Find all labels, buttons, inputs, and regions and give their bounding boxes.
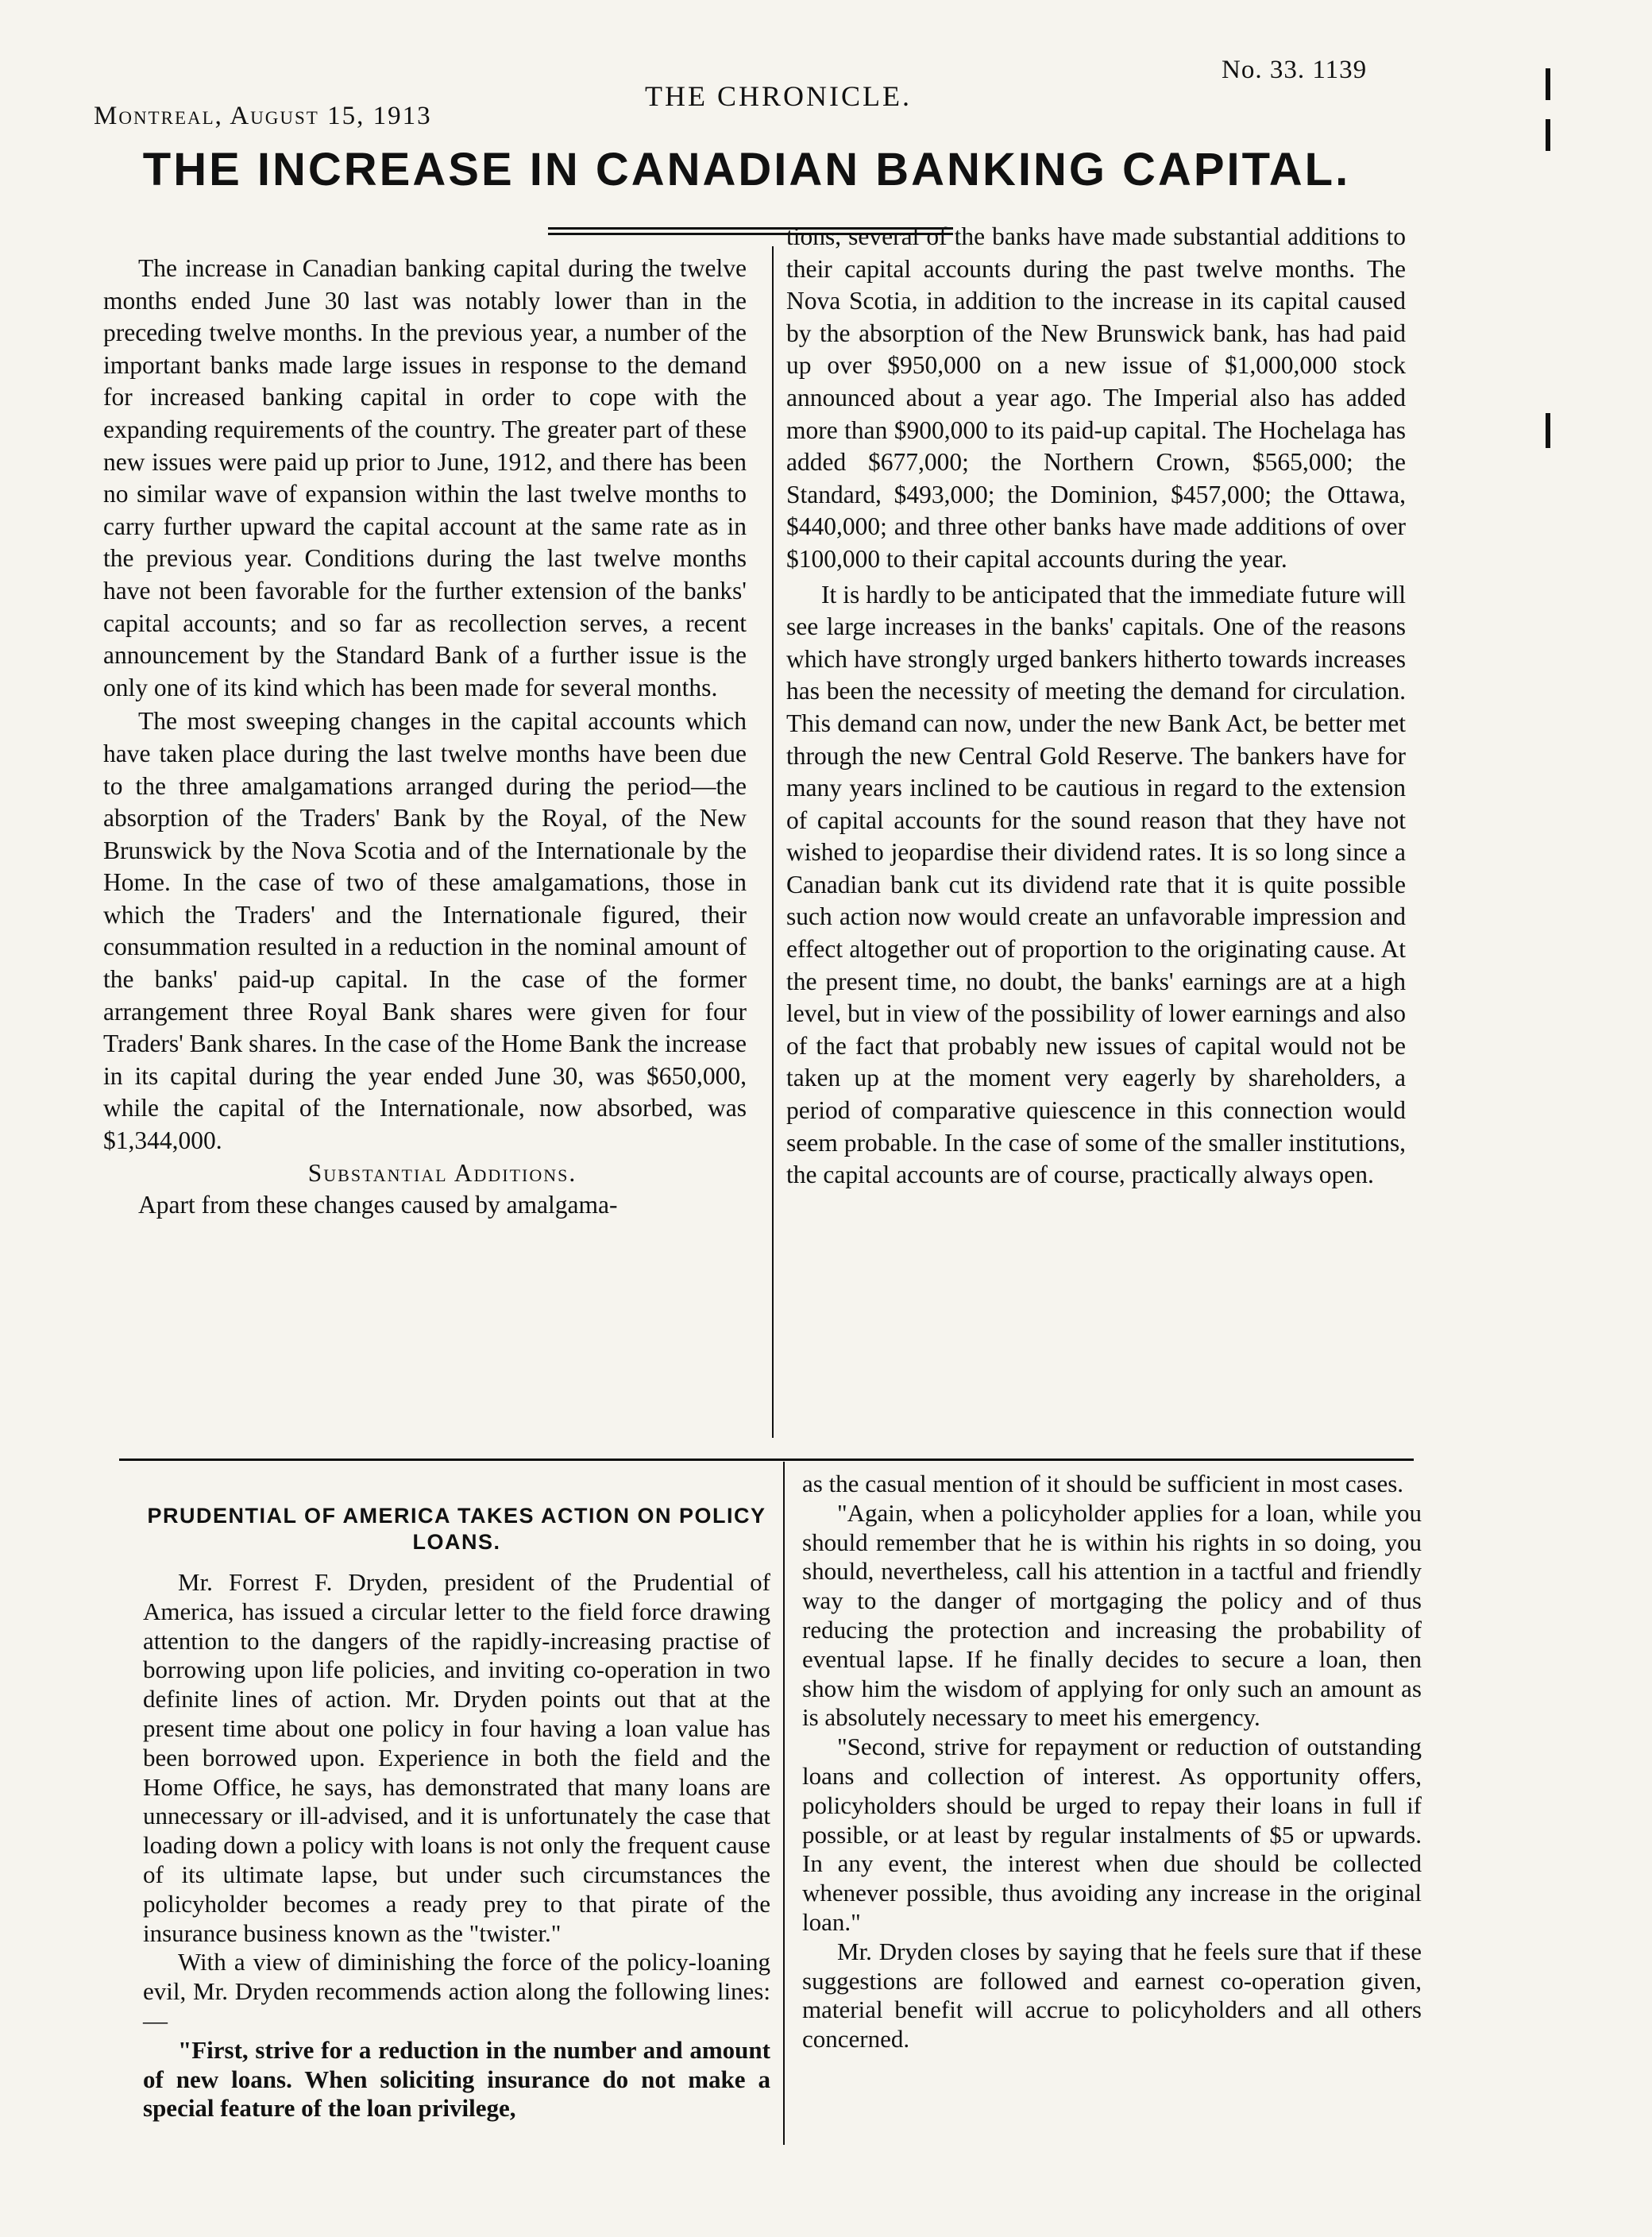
paragraph: Mr. Forrest F. Dryden, president of the Prudential of America, has issued a circular letter to the field force drawing attention to the dangers of the rapidly-increasing practise of borrowing upon life policies, and inviting co-operation in two definite lines of action. Mr. Dryden points out that at the present time about one policy in four having a loan value has been borrowed upon. Experience in both the field and the Home Office, he says, has demonstrated that many loans are unnecessary or ill-advised, and it is unfortunately the case that loading down a policy with loans is not only the frequent cause of its ultimate lapse, but under such circumstances the policyholder becomes a ready prey to that pirate of the insurance business known as the "twister." [143,1568,770,1947]
column-divider [783,1462,785,2145]
subheading: Substantial Additions. [307,1158,577,1187]
paragraph: "Again, when a policyholder applies for a loan, while you should remember that he is within his rights in so doing, you should, nevertheless, call his attention in a tactful and friendly way to the danger of mortgaging the policy and of thus reducing the protection and increasing the probability of eventual lapse. If he finally decides to secure a loan, then show him the wisdom of applying for only such an amount as is absolutely necessary to meet his emergency. [802,1498,1422,1732]
paragraph: With a view of diminishing the force of the policy-loaning evil, Mr. Dryden recommends action along the following lines:— [143,1948,770,2034]
paragraph: "First, strive for a reduction in the number and amount of new loans. When soliciting insurance do not make a special feature of the loan privilege, [143,2035,770,2123]
article2-title: PRUDENTIAL OF AMERICA TAKES ACTION ON POLICY LOANS. [147,1504,766,1554]
article-left-column [103,253,747,1222]
margin-mark [1546,413,1550,448]
paragraph: tions, several of the banks have made substantial additions to their capital accounts during the past twelve months. The Nova Scotia, in addition to the increase in its capital caused by the absorption of the New Brunswick bank, has had paid up over $950,000 on a new issue of $1,000,000 stock announced about a year ago. The Imperial also has added more than $900,000 to its paid-up capital. The Hochelaga has added $677,000; the Northern Crown, $565,000; the Standard, $493,000; the Dominion, $457,000; the Ottawa, $440,000; and three other banks have made additions of over $100,000 to their capital accounts during the year. [786,222,1406,573]
margin-mark [1546,119,1550,151]
paragraph: It is hardly to be anticipated that the immediate future will see large increases in the banks' capitals. One of the reasons which have strongly urged bankers hitherto towards increases has been the necessity of meeting the demand for circulation. This demand can now, under the new Bank Act, be better met through the new Central Gold Reserve. The bankers have for many years inclined to be cautious in regard to the extension of capital accounts for the sound reason that they have not wished to jeopardise their dividend rates. It is so long since a Canadian bank cut its dividend rate that it is quite possible such action now would create an unfavorable impression and effect altogether out of proportion to the originating cause. At the present time, no doubt, the banks' earnings are at a high level, but in view of the possibility of lower earnings and also of the fact that probably new issues of capital would not be taken up at the moment very eagerly by shareholders, a period of comparative quiescence in this connection would seem probable. In the case of some of the smaller institutions, the capital accounts are of course, practically always open. [786,580,1406,1189]
article-headline: THE INCREASE IN CANADIAN BANKING CAPITAL. [142,144,1351,195]
column-divider [772,246,774,1438]
article-separator [119,1458,1414,1461]
issue-page-number: No. 33. 1139 [1222,56,1368,84]
article-right-column [786,221,1406,1192]
paragraph: The increase in Canadian banking capital during the twelve months ended June 30 last was notably lower than in the preceding twelve months. In the previous year, a number of the important banks made large issues in response to the demand for increased banking capital in order to cope with the expanding requirements of the country. The greater part of these new issues were paid up prior to June, 1912, and there has been no similar wave of expansion within the last twelve months to carry further upward the capital account at the same rate as in the previous year. Conditions during the last twelve months have not been favorable for the further extension of the banks' capital accounts; and so far as recollection serves, a recent announcement by the Standard Bank of a further issue is the only one of its kind which has been made for several months. [103,254,747,701]
publication-title: THE CHRONICLE. [645,80,912,112]
paragraph: The most sweeping changes in the capital accounts which have taken place during the last twelve months have been due to the three amalgamations arranged during the period—the absorption of the Traders' Bank by the Royal, of the New Brunswick by the Nova Scotia and of the Internationale by the Home. In the case of two of these amalgamations, those in which the Traders' and the Internationale figured, their consummation resulted in a reduction in the nominal amount of the banks' paid-up capital. In the case of the former arrangement three Royal Bank shares were given for four Traders' Bank shares. In the case of the Home Bank the increase in its capital during the year ended June 30, was $650,000, while the capital of the Internationale, now absorbed, was $1,344,000. [103,707,747,1155]
paragraph: as the casual mention of it should be sufficient in most cases. [802,1470,1404,1497]
margin-mark [1546,68,1550,100]
paragraph: "Second, strive for repayment or reduction of outstanding loans and collection of interest. As opportunity offers, policyholders should be urged to repay their loans in full if possible, or at least by regular instalments of $5 or upwards. In any event, the interest when due should be collected whenever possible, thus avoiding any increase in the original loan." [802,1733,1422,1936]
article2-left-column [143,1503,770,2123]
dateline: Montreal, August 15, 1913 [94,102,432,130]
article2-right-column [802,1470,1422,2054]
paragraph: Apart from these changes caused by amalgama- [138,1191,618,1219]
paragraph: Mr. Dryden closes by saying that he feels sure that if these suggestions are followed and earnest co-operation given, material benefit will accrue to policyholders and all others concerned. [802,1937,1422,2053]
